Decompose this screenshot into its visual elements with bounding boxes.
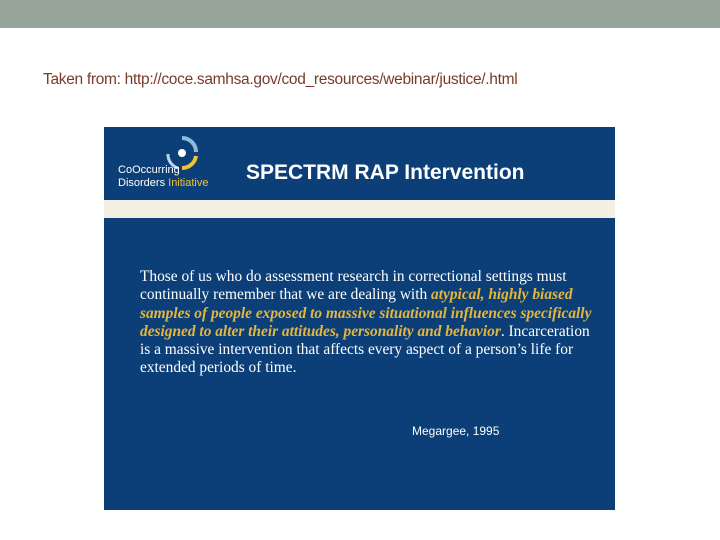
quote-text <box>140 268 600 378</box>
quote-part-1: Those of us who do assessment research in correctional settings must continually remember that we are dealing with <box>140 268 567 304</box>
co-occurring-logo <box>118 134 238 194</box>
logo-text-disorders: Disorders <box>118 177 166 189</box>
logo-text-co: Co <box>118 164 133 176</box>
quote-attribution: Megargee, 1995 <box>412 424 500 438</box>
logo-text-occurring: Occurring <box>132 164 180 176</box>
slide-band-divider <box>104 218 615 221</box>
slide-title: SPECTRM RAP Intervention <box>246 161 525 184</box>
logo-text <box>118 164 238 190</box>
top-decorative-bar <box>0 0 720 28</box>
logo-text-initiative: Initiative <box>165 177 209 189</box>
embedded-slide <box>104 127 615 510</box>
quote-emphasis: atypical, highly biased samples of people exposed to massive situational influences specifically designed to alter their attitudes, personality and behavior <box>140 286 592 340</box>
slide-header <box>104 127 615 200</box>
quote-part-2: . Incarceration is a massive intervention that affects every aspect of a person’s life for extended periods of time. <box>140 322 590 377</box>
source-caption: Taken from: http://coce.samhsa.gov/cod_resources/webinar/justice/.html <box>43 71 518 88</box>
slide-header-band <box>104 200 615 218</box>
